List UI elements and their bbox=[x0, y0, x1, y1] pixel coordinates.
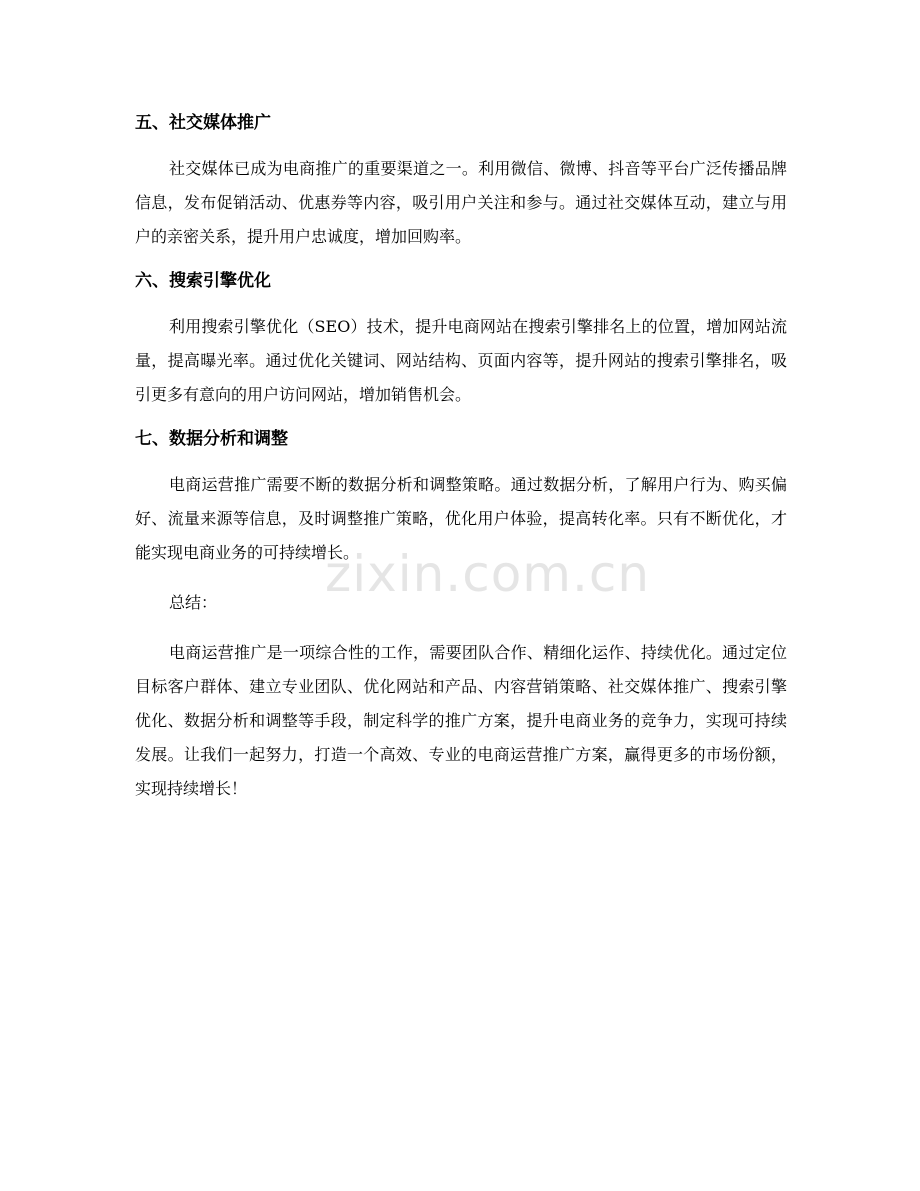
watermark-text: zixin.com.cn bbox=[325, 545, 651, 603]
section-body-seo: 利用搜索引擎优化（SEO）技术，提升电商网站在搜索引擎排名上的位置，增加网站流量，提高曝光率。通过优化关键词、网站结构、页面内容等，提升网站的搜索引擎排名，吸引更多有意向的用户访问网站，增加销售机会。 bbox=[135, 317, 787, 404]
summary-label: 总结： bbox=[169, 593, 218, 612]
document-content bbox=[135, 106, 787, 806]
section-heading-seo: 六、搜索引擎优化 bbox=[135, 271, 271, 291]
section-heading-social-media: 五、社交媒体推广 bbox=[135, 113, 271, 133]
summary-body: 电商运营推广是一项综合性的工作，需要团队合作、精细化运作、持续优化。通过定位目标客户群体、建立专业团队、优化网站和产品、内容营销策略、社交媒体推广、搜索引擎优化、数据分析和调整等手段，制定科学的推广方案，提升电商业务的竞争力，实现可持续发展。让我们一起努力，打造一个高效、专业的电商运营推广方案，赢得更多的市场份额，实现持续增长！ bbox=[135, 643, 787, 798]
section-body-social-media: 社交媒体已成为电商推广的重要渠道之一。利用微信、微博、抖音等平台广泛传播品牌信息，发布促销活动、优惠券等内容，吸引用户关注和参与。通过社交媒体互动，建立与用户的亲密关系，提升用户忠诚度，增加回购率。 bbox=[135, 159, 787, 246]
section-heading-data-analysis: 七、数据分析和调整 bbox=[135, 429, 288, 449]
section-body-data-analysis: 电商运营推广需要不断的数据分析和调整策略。通过数据分析，了解用户行为、购买偏好、流量来源等信息，及时调整推广策略，优化用户体验，提高转化率。只有不断优化，才能实现电商业务的可持续增长。 bbox=[135, 475, 787, 562]
